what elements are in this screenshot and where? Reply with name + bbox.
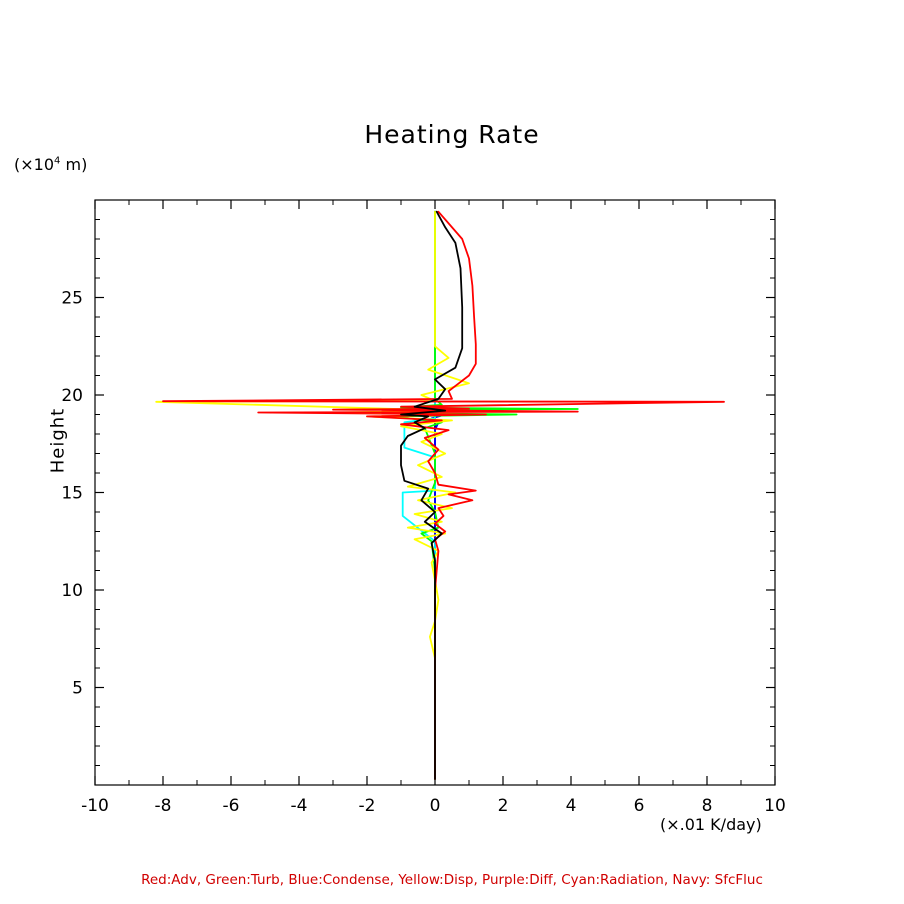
x-tick-label: 10 xyxy=(764,796,786,816)
x-tick-label: 4 xyxy=(565,796,577,816)
y-axis-unit-label: ($\times 10^4$ m) xyxy=(14,155,88,174)
x-tick-label: -10 xyxy=(81,796,109,816)
x-tick-label: -6 xyxy=(222,796,240,816)
legend: Red:Adv, Green:Turb, Blue:Condense, Yellow:Disp, Purple:Diff, Cyan:Radiation, Navy: SfcFluc xyxy=(141,872,763,888)
chart-title: Heating Rate xyxy=(364,120,540,149)
series-line-turb xyxy=(350,212,578,779)
x-axis-unit-label: (×.01 K/day) xyxy=(660,815,762,834)
x-tick-label: 8 xyxy=(701,796,713,816)
x-tick-label: -8 xyxy=(154,796,172,816)
y-tick-label: 5 xyxy=(72,678,83,699)
y-axis-label: Height xyxy=(47,407,69,474)
x-tick-label: 0 xyxy=(429,796,441,816)
x-tick-label: 2 xyxy=(497,796,509,816)
y-tick-label: 15 xyxy=(61,483,83,504)
x-tick-label: 6 xyxy=(633,796,645,816)
y-tick-label: 25 xyxy=(61,288,83,309)
series-line-disp xyxy=(156,212,469,779)
y-tick-label: 20 xyxy=(61,386,83,406)
x-tick-label: -2 xyxy=(358,796,376,816)
y-tick-label: 10 xyxy=(61,581,83,601)
x-tick-label: -4 xyxy=(290,796,308,816)
